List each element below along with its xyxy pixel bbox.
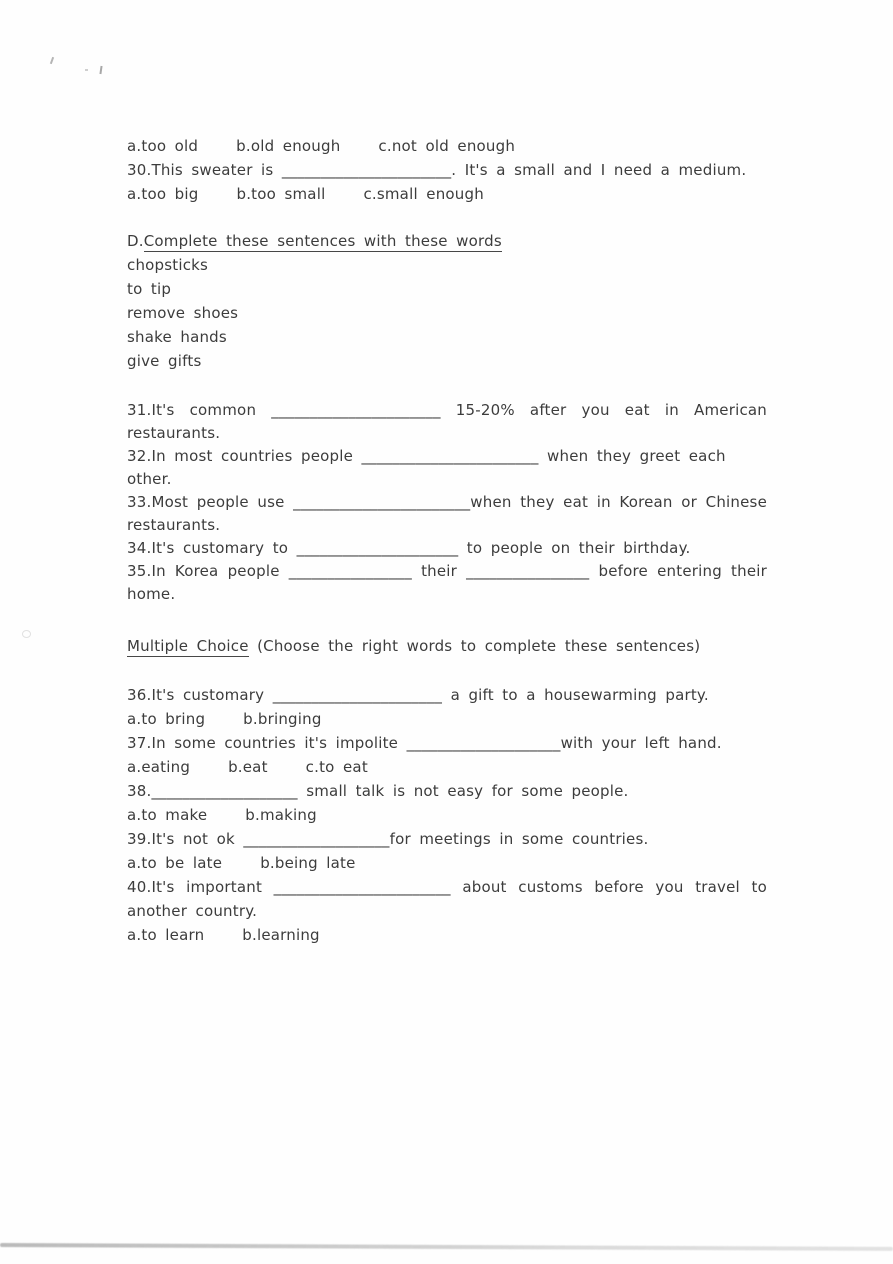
section-d	[127, 229, 767, 373]
scan-edge-line	[0, 1243, 893, 1251]
word-bank-item-shake-hands: shake hands	[127, 328, 227, 346]
multiple-choice-heading	[127, 634, 767, 658]
option-36-b: b.bringing	[243, 710, 322, 728]
scan-artifact-speck	[22, 630, 31, 638]
option-29-c: c.not old enough	[378, 137, 516, 155]
worksheet-body	[127, 134, 767, 947]
scan-artifact-comma	[99, 66, 102, 74]
section-d-questions	[127, 399, 767, 606]
word-bank-item-chopsticks: chopsticks	[127, 256, 209, 274]
question-30-options-row	[127, 182, 767, 206]
option-37-c: c.to eat	[305, 758, 368, 776]
option-38-b: b.making	[245, 806, 317, 824]
option-36-a: a.to bring	[127, 710, 206, 728]
question-29-options-row	[127, 134, 767, 158]
section-d-heading	[127, 229, 767, 253]
question-40-options-row	[127, 923, 767, 947]
option-37-b: b.eat	[228, 758, 268, 776]
question-34-text: 34.It's customary to _____________________ to people on their birthday.	[127, 539, 691, 557]
question-40-text: 40.It's important _______________________ about customs before you travel to another country.	[127, 878, 767, 920]
word-bank-item-to-tip: to tip	[127, 280, 172, 298]
question-33-text: 33.Most people use _______________________when they eat in Korean or Chinese restaurants.	[127, 493, 767, 534]
word-bank-item-remove-shoes: remove shoes	[127, 304, 239, 322]
section-d-prefix: D.	[127, 232, 144, 250]
section-d-title: Complete these sentences with these words	[143, 232, 502, 250]
option-38-a: a.to make	[127, 806, 208, 824]
question-37-options-row	[127, 755, 767, 779]
multiple-choice-title: Multiple Choice	[127, 637, 249, 655]
word-bank-item-give-gifts: give gifts	[127, 352, 202, 370]
scan-artifact-tick	[50, 57, 54, 64]
option-39-a: a.to be late	[127, 854, 223, 872]
multiple-choice-questions	[127, 683, 767, 947]
question-30-text: 30.This sweater is ______________________. It's a small and I need a medium.	[127, 161, 747, 179]
question-38-text: 38.___________________ small talk is not easy for some people.	[127, 782, 629, 800]
option-40-a: a.to learn	[127, 926, 205, 944]
question-38-options-row	[127, 803, 767, 827]
question-31-text: 31.It's common ______________________ 15-20% after you eat in American restaurants.	[127, 401, 767, 442]
question-36-options-row	[127, 707, 767, 731]
option-39-b: b.being late	[260, 854, 356, 872]
question-29-30-block	[127, 134, 767, 206]
option-29-b: b.old enough	[236, 137, 341, 155]
option-29-a: a.too old	[127, 137, 199, 155]
option-40-b: b.learning	[242, 926, 320, 944]
question-39-text: 39.It's not ok ___________________for meetings in some countries.	[127, 830, 649, 848]
question-35-text: 35.In Korea people ________________ their ________________ before entering their home.	[127, 562, 767, 603]
question-37-text: 37.In some countries it's impolite ____________________with your left hand.	[127, 734, 722, 752]
option-30-a: a.too big	[127, 185, 199, 203]
question-39-options-row	[127, 851, 767, 875]
option-37-a: a.eating	[127, 758, 191, 776]
question-36-text: 36.It's customary ______________________ a gift to a housewarming party.	[127, 686, 709, 704]
option-30-c: c.small enough	[363, 185, 484, 203]
question-32-text: 32.In most countries people _______________________ when they greet each other.	[127, 447, 726, 488]
option-30-b: b.too small	[236, 185, 326, 203]
scan-artifact-dot	[85, 69, 88, 71]
multiple-choice-subtitle: (Choose the right words to complete these sentences)	[248, 637, 701, 655]
